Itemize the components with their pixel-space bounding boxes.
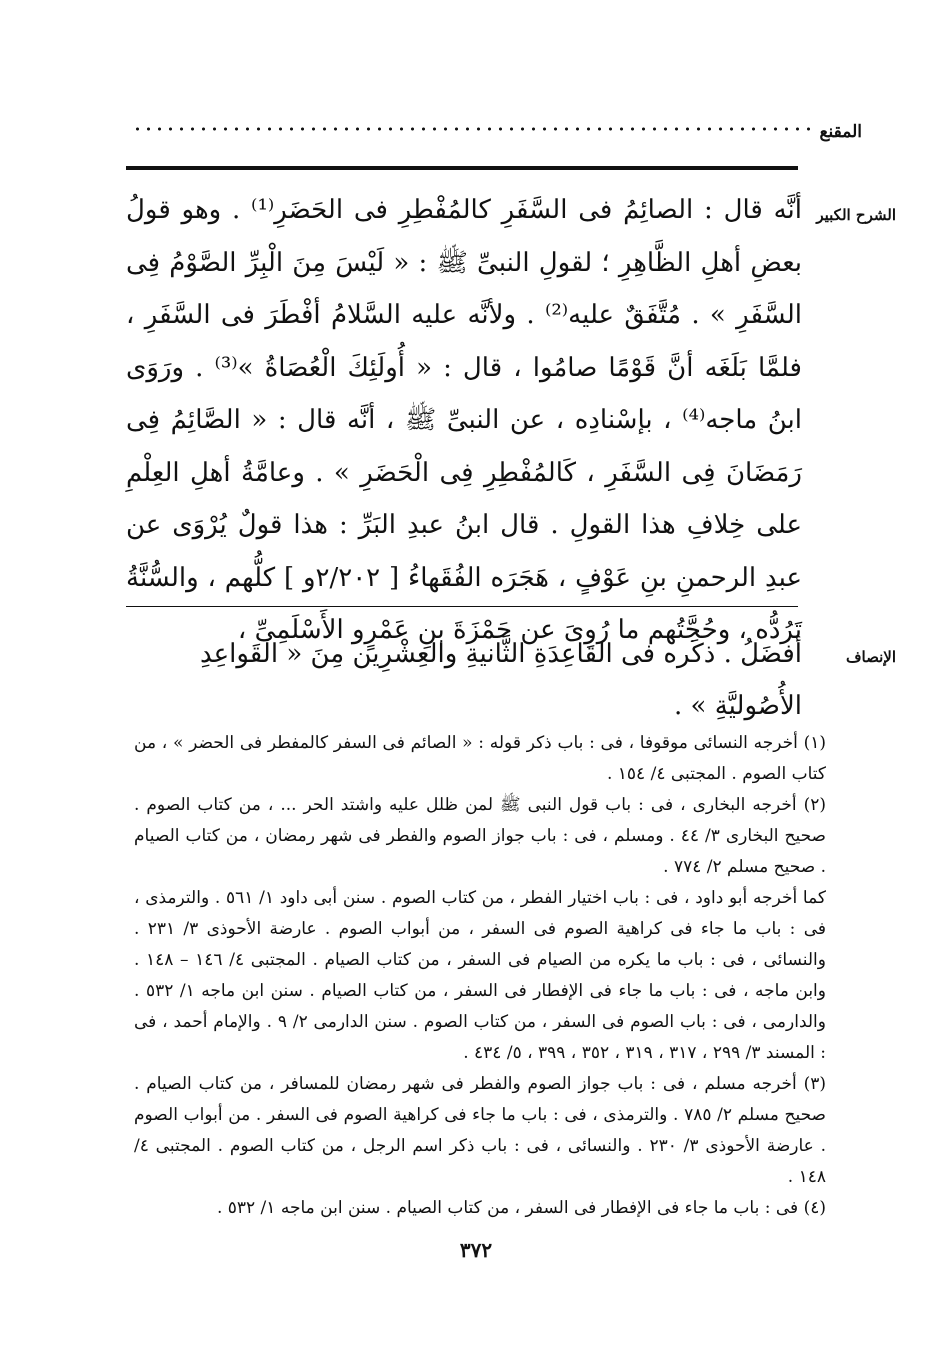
footnote-1: (١) أخرجه النسائى موقوفا ، فى : باب ذكر قوله : « الصائم فى السفر كالمفطر فى الحضر » ، من كتاب الصوم . المجتبى ٤/ ١٥٤ . [134, 733, 826, 784]
dotted-rule [132, 126, 812, 132]
side-label-insaf: الإنصاف [845, 648, 896, 666]
side-label-sharh: الشرح الكبير [816, 206, 896, 224]
page-number: ٣٧٢ [459, 1238, 493, 1262]
footnote-2-continued: كما أخرجه أبو داود ، فى : باب اختيار الفطر ، من كتاب الصوم . سنن أبى داود ١/ ٥٦١ . والترمذى ، فى : باب ما جاء فى كراهية الصوم فى السفر ، من أبواب الصوم . عارضة الأحوذى ٣/ ٢٣١ . والنسائى ، فى : باب ما يكره من الصيام فى السفر ، من كتاب الصيام . المجتبى ٤/ ١٤٦ – ١٤٨ . وابن ماجه ، فى : باب ما جاء فى الإفطار فى السفر ، من كتاب الصيام . سنن ابن ماجه ١/ ٥٣٢ . والدارمى ، فى : باب الصوم فى السفر ، من كتاب الصوم . سنن الدارمى ٢/ ٩ . والإمام أحمد ، فى : المسند ٣/ ٢٩٩ ، ٣١٧ ، ٣١٩ ، ٣٥٢ ، ٣٩٩ ، ٥/ ٤٣٤ . [134, 888, 826, 1063]
section-divider [126, 606, 798, 607]
footnotes [134, 728, 826, 1224]
main-text-sharh: أنَّه قال : الصائِمُ فى السَّفَرِ كالمُفْطِرِ فى الحَضَرِ⁽¹⁾ . وهو قولُ بعضِ أهلِ الظَّاهِرِ ؛ لقولِ النبىِّ ﷺ : « لَيْسَ مِنَ الْبِرِّ الصَّوْمُ فِى السَّفَرِ » . مُتَّفَقٌ عليه⁽²⁾ . ولأنَّه عليه السَّلامُ أفْطَرَ فى السَّفَرِ ، فلمَّا بَلَغَه أنَّ قَوْمًا صامُوا ، قال : « أُولَئِكَ الْعُصَاةُ »⁽³⁾ . ورَوَى ابنُ ماجه⁽⁴⁾ ، بإسْنادِه ، عن النبىِّ ﷺ ، أنَّه قال : « الصَّائِمُ فِى رَمَضَانَ فِى السَّفَرِ ، كَالمُفْطِرِ فِى الْحَضَرِ » . وعامَّةُ أهلِ العِلْمِ على خِلافِ هذا القولِ . قال ابنُ عبدِ البَرِّ : هذا قولٌ يُرْوَى عن عبدِ الرحمنِ بنِ عَوْفٍ ، هَجَرَه الفُقَهاءُ [ ٢/٢٠٢و ] كلُّهم ، والسُّنَّةُ تَرُدُّه ، وحُجَّتُهم ما رُوِىَ عن حَمْزَةَ بنِ عَمْرٍو الأَسْلَمِىِّ ، [126, 195, 803, 645]
main-text-insaf: أفضَلُ . ذكَره فى القاعِدَةِ الثَّانيةِ والعِشْرِين مِنَ « القَواعِدِ الأُصُوليَّةِ » . [199, 639, 802, 721]
running-head: المقنع [819, 122, 862, 142]
footnote-4: (٤) فى : باب ما جاء فى الإفطار فى السفر ، من كتاب الصيام . سنن ابن ماجه ١/ ٥٣٢ . [216, 1198, 826, 1218]
header-rule [126, 166, 798, 170]
footnote-2: (٢) أخرجه البخارى ، فى : باب قول النبى ﷺ لمن ظلل عليه واشتد الحر ... ، من كتاب الصوم . صحيح البخارى ٣/ ٤٤ . ومسلم ، فى : باب جواز الصوم والفطر فى شهر رمضان ، من كتاب الصيام . صحيح مسلم ٢/ ٧٧٤ . [134, 795, 826, 877]
footnote-3: (٣) أخرجه مسلم ، فى : باب جواز الصوم والفطر فى شهر رمضان للمسافر ، من كتاب الصيام . صحيح مسلم ٢/ ٧٨٥ . والترمذى ، فى : باب ما جاء فى كراهية الصوم فى السفر . من أبواب الصوم . عارضة الأحوذى ٣/ ٢٣٠ . والنسائى ، فى : باب ذكر اسم الرجل ، من كتاب الصوم . المجتبى ٤/ ١٤٨ . [134, 1074, 826, 1187]
